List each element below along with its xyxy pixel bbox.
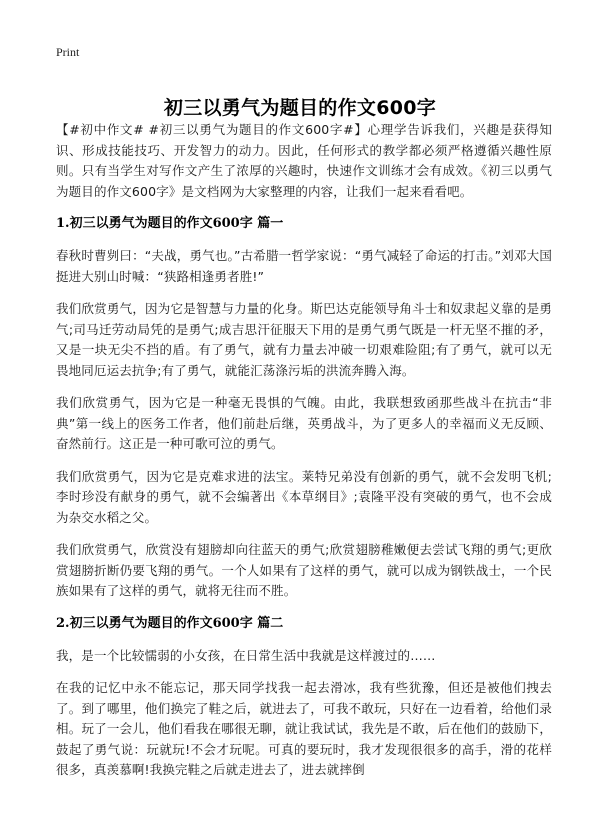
section-heading-1: 1.初三以勇气为题目的作文600字 篇一 <box>56 216 284 231</box>
article-body <box>56 120 552 793</box>
paragraph: 我们欣赏勇气，因为它是克难求进的法宝。莱特兄弟没有创新的勇气，就不会发明飞机;李时珍没有献身的勇气，就不会编著出《本草纲目》;袁隆平没有突破的勇气，也不会成为杂交水稻之父。 <box>56 468 552 525</box>
paragraph: 我们欣赏勇气，因为它是智慧与力量的化身。斯巴达克能领导角斗士和奴隶起义靠的是勇气;司马迁劳动局凭的是勇气;成吉思汗征服天下用的是勇气勇气既是一杆无坚不摧的矛，又是一块无尖不挡的盾。有了勇气，就有力量去冲破一切艰难险阻;有了勇气，就可以无畏地同厄运去抗争;有了勇气，就能汇荡涤污垢的洪流奔腾入海。 <box>56 301 552 378</box>
paragraph: 我们欣赏勇气，欣赏没有翅膀却向往蓝天的勇气;欣赏翅膀稚嫩便去尝试飞翔的勇气;更欣赏翅膀折断仍要飞翔的勇气。一个人如果有了这样的勇气，就可以成为钢铁战士，一个民族如果有了这样的勇气，就将无往而不胜。 <box>56 542 552 598</box>
paragraph: 在我的记忆中永不能忘记，那天同学找我一起去滑冰，我有些犹豫，但还是被他们拽去了。到了哪里，他们换完了鞋之后，就进去了，可我不敢玩，只好在一边看着，给他们录相。玩了一会儿，他们看我在哪很无聊，就让我试试，我先是不敢，后在他们的鼓励下，鼓起了勇气说：玩就玩!不会才玩呢。可真的要玩时，我才发现很很多的高手，滑的花样很多，真羡慕啊!我换完鞋之后就走进去了，进去就摔倒 <box>56 680 552 777</box>
intro-paragraph: 【#初中作文# #初三以勇气为题目的作文600字#】心理学告诉我们，兴趣是获得知识、形成技能技巧、开发智力的动力。因此，任何形式的教学都必须严格遵循兴趣性原则。只有当学生对写作文产生了浓厚的兴趣时，快速作文训练才会有成效。《初三以勇气为题目的作文600字》是文档网为大家整理的内容，让我们一起来看看吧。 <box>56 122 552 199</box>
print-link[interactable]: Print <box>56 45 80 59</box>
paragraph: 我，是一个比较懦弱的小女孩，在日常生活中我就是这样渡过的…… <box>56 647 436 663</box>
section-heading-2: 2.初三以勇气为题目的作文600字 篇二 <box>56 615 284 631</box>
paragraph: 我们欣赏勇气，因为它是一种毫无畏惧的气魄。由此，我联想致函那些战斗在抗击“非典”第一线上的医务工作者，他们前赴后继，英勇战斗，为了更多人的幸福而义无反顾、奋然前行。这正是一种可歌可泣的勇气。 <box>56 395 552 451</box>
paragraph: 春秋时曹刿曰：“夫战，勇气也。”古希腊一哲学家说：“勇气减轻了命运的打击。”刘邓大国挺进大别山时喊：“狭路相逢勇者胜!” <box>56 248 552 284</box>
page-title: 初三以勇气为题目的作文600字 <box>163 96 437 119</box>
